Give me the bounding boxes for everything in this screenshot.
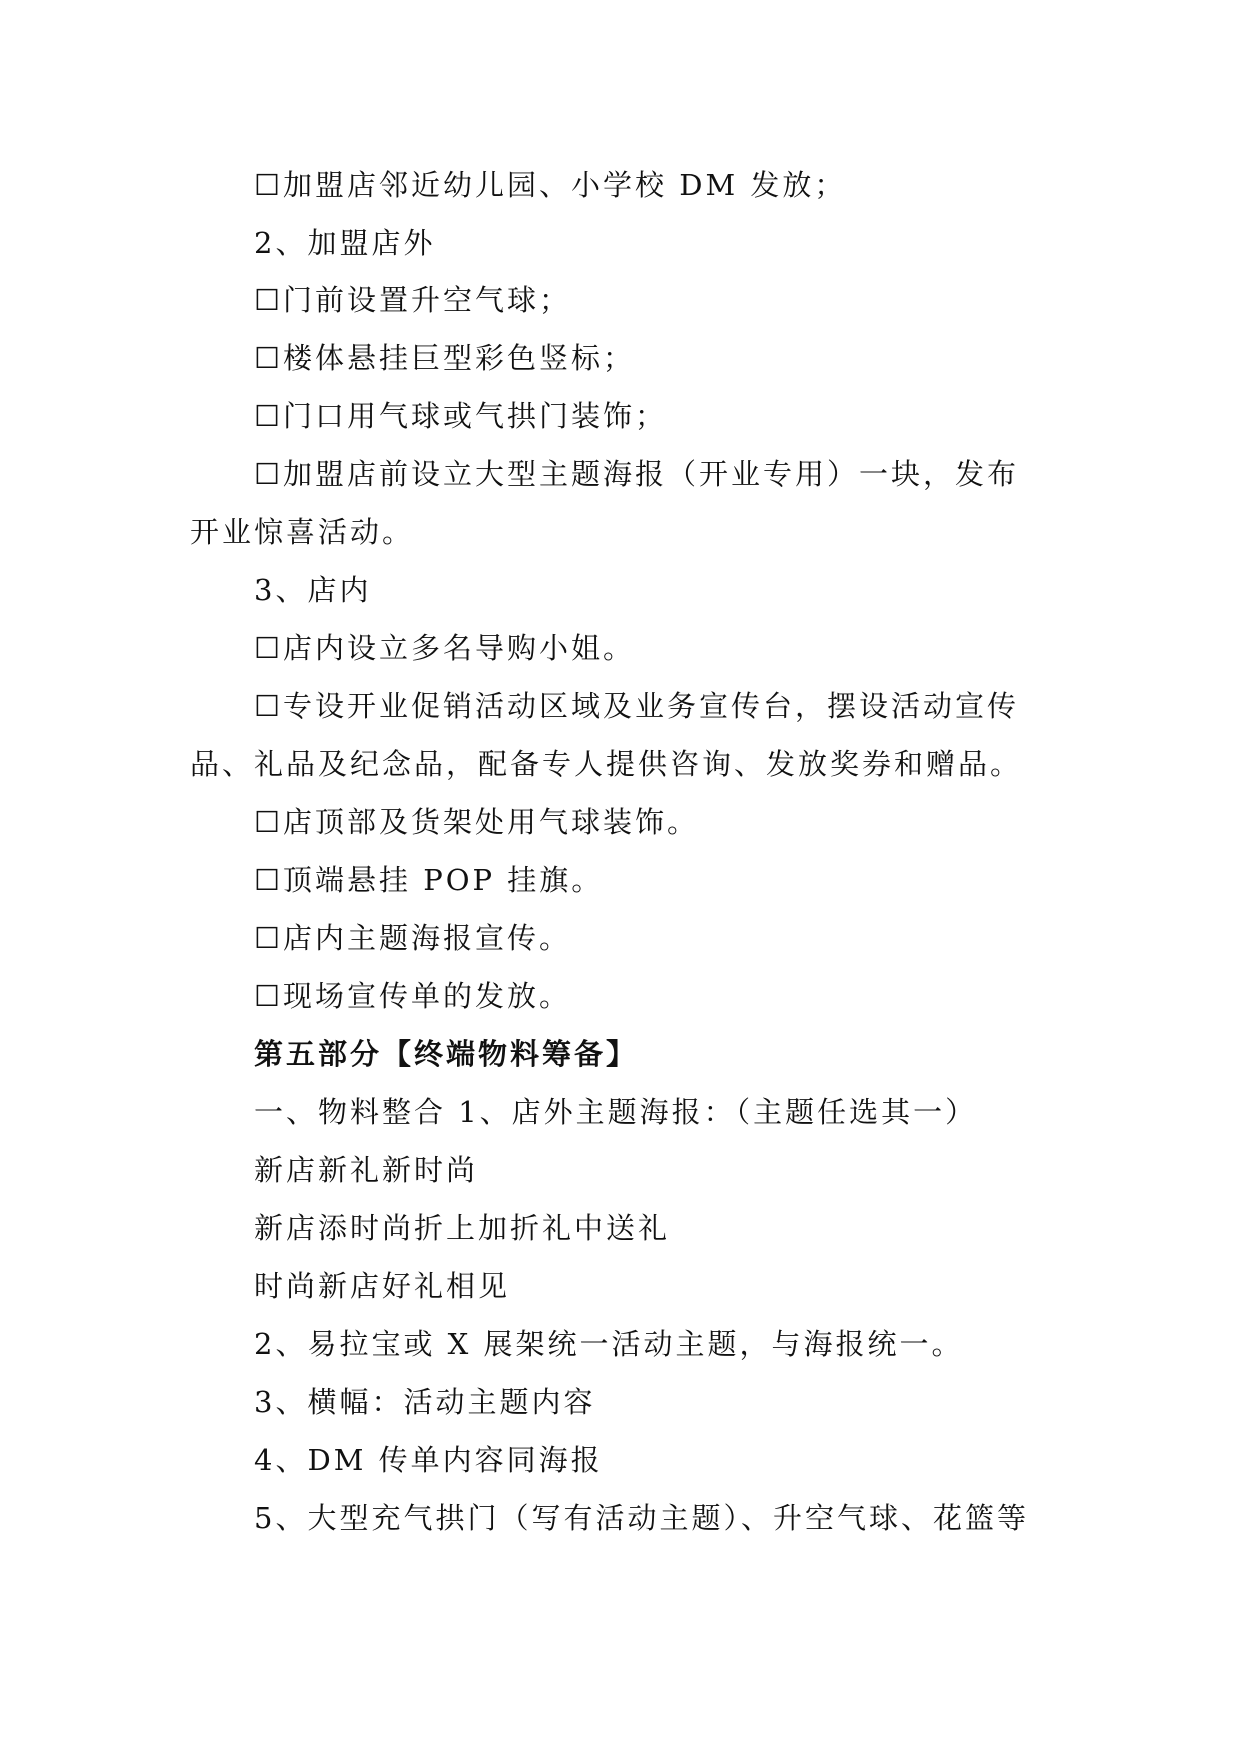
part-five-heading: 第五部分【终端物料筹备】 (254, 1037, 639, 1071)
bullet-promo-area: ☐专设开业促销活动区域及业务宣传台，摆设活动宣传 (254, 689, 1019, 723)
bullet-theme-poster: ☐加盟店前设立大型主题海报（开业专用）一块，发布 (254, 457, 1019, 491)
section-outside-store: 2、加盟店外 (254, 226, 436, 260)
slogan-2: 新店添时尚折上加折礼中送礼 (254, 1211, 671, 1245)
bullet-balloon-entrance: ☐门前设置升空气球； (254, 283, 571, 317)
bullet-flyers: ☐现场宣传单的发放。 (254, 979, 571, 1013)
bullet-dm-kindergarten-school: ☐加盟店邻近幼儿园、小学校 DM 发放； (254, 168, 847, 202)
bullet-pop-flags: ☐顶端悬挂 POP 挂旗。 (254, 863, 604, 897)
slogan-1: 新店新礼新时尚 (254, 1153, 479, 1187)
bullet-shelf-balloons: ☐店顶部及货架处用气球装饰。 (254, 805, 699, 839)
bullet-promo-area-cont: 品、礼品及纪念品，配备专人提供咨询、发放奖券和赠品。 (190, 747, 1023, 781)
materials-item-1: 一、物料整合 1、店外主题海报：（主题任选其一） (254, 1095, 978, 1129)
bullet-indoor-poster: ☐店内主题海报宣传。 (254, 921, 571, 955)
materials-item-4: 4、DM 传单内容同海报 (254, 1443, 603, 1477)
materials-item-3: 3、横幅：活动主题内容 (254, 1385, 596, 1419)
bullet-balloon-arch: ☐门口用气球或气拱门装饰； (254, 399, 667, 433)
bullet-theme-poster-cont: 开业惊喜活动。 (190, 515, 415, 549)
bullet-shopping-guides: ☐店内设立多名导购小姐。 (254, 631, 635, 665)
materials-item-5: 5、大型充气拱门（写有活动主题）、升空气球、花篮等 (254, 1501, 1029, 1535)
materials-item-2: 2、易拉宝或 X 展架统一活动主题，与海报统一。 (254, 1327, 964, 1361)
slogan-3: 时尚新店好礼相见 (254, 1269, 511, 1303)
section-inside-store: 3、店内 (254, 573, 372, 607)
bullet-vertical-banner: ☐楼体悬挂巨型彩色竖标； (254, 341, 635, 375)
